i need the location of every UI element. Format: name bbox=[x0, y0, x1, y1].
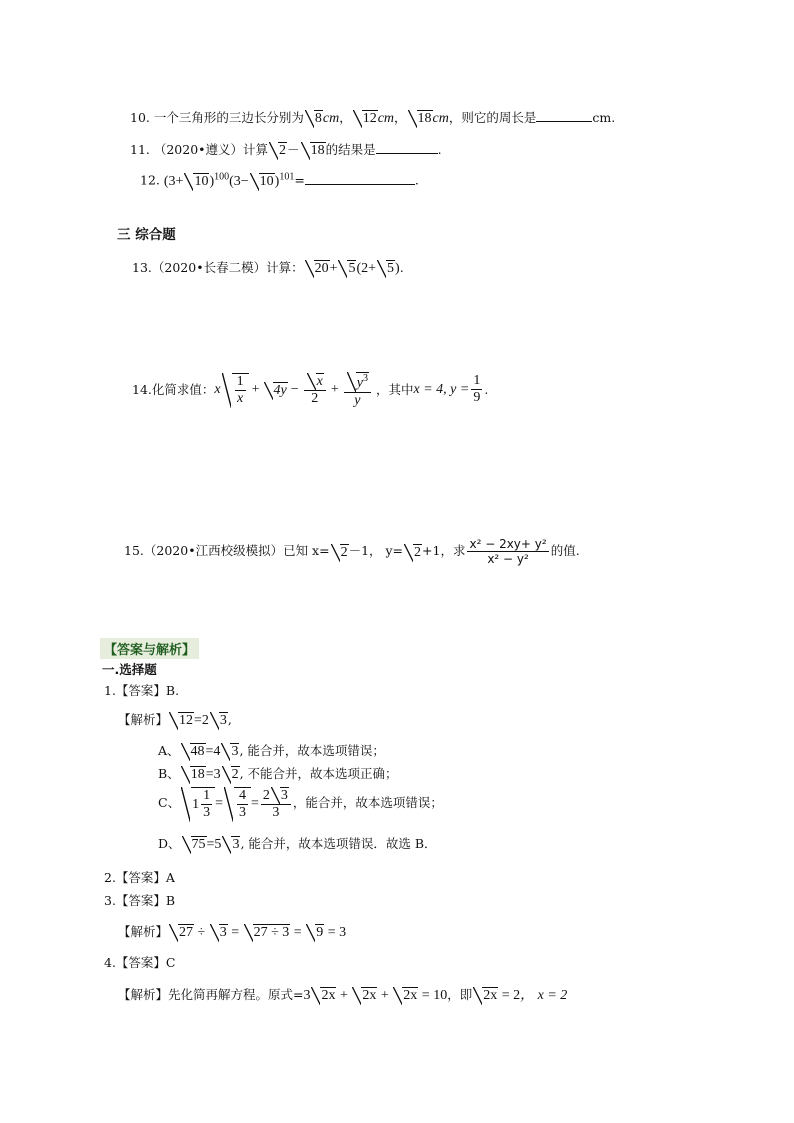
answers-heading: 【答案与解析】 bbox=[100, 638, 199, 659]
question-14: 14.化简求值： x $\frac{1}{x}$ + 4y − $\frac{x}{2}$ + $\frac{y^3}{y}$ ，其中 x = 4, y = $\frac{1}{9}$ . bbox=[132, 373, 489, 408]
answer-4: 4.【答案】C bbox=[104, 955, 176, 970]
answer-3: 3.【答案】B bbox=[104, 893, 176, 908]
radical: 8 bbox=[305, 110, 323, 126]
answer-blank bbox=[376, 153, 438, 154]
option-A: A、 48=4 3, 能合并，故本选项错误； bbox=[158, 743, 385, 759]
question-10: 10. 一个三角形的三边长分别为 8cm， 12cm， 18cm，则它的周长是 cm. bbox=[130, 110, 616, 126]
answer-3-analysis: 【解析】 27 ÷ 3 = 27 ÷ 3 = 9 = 3 bbox=[118, 924, 347, 940]
section-heading: 三 综合题 bbox=[117, 227, 176, 243]
answer-1: 1.【答案】B. bbox=[104, 683, 180, 698]
option-D: D、 75=5 3, 能合并，故本选项错误．故选 B． bbox=[158, 836, 437, 852]
answer-blank bbox=[536, 121, 592, 122]
answer-1-analysis: 【解析】 12=2 3, bbox=[118, 712, 232, 728]
question-12: 12. $(3+ 10)^{100}(3- 10)^{101}=$ . bbox=[140, 171, 419, 189]
option-C: C、 1 $\frac{1}{3}$ = $\frac{4}{3}$ = $\frac{2 3}{3}$ ，能合并，故本选项错误； bbox=[158, 788, 443, 820]
question-15: 15.（2020•江西校级模拟）已知 x= 2 －1， y= 2 +1，求 $\frac{\text{x² − 2xy+ y²}}{\text{x² − y²}}$ 的值. bbox=[124, 537, 580, 566]
question-11: 11. （2020•遵义）计算 2－ 18的结果是 . bbox=[130, 142, 442, 158]
option-B: B、 18=3 2, 不能合并，故本选项正确； bbox=[158, 766, 398, 782]
answers-section-heading: 一.选择题 bbox=[102, 662, 157, 677]
question-13: 13.（2020•长春二模）计算： 20+ 5(2+ 5). bbox=[132, 260, 404, 276]
answer-blank bbox=[305, 184, 415, 185]
answer-4-analysis: 【解析】先化简再解方程。原式=3 2x + 2x + 2x = 10，即 2x = 2， x = 2 bbox=[118, 987, 568, 1003]
answer-2: 2.【答案】A bbox=[104, 870, 175, 885]
